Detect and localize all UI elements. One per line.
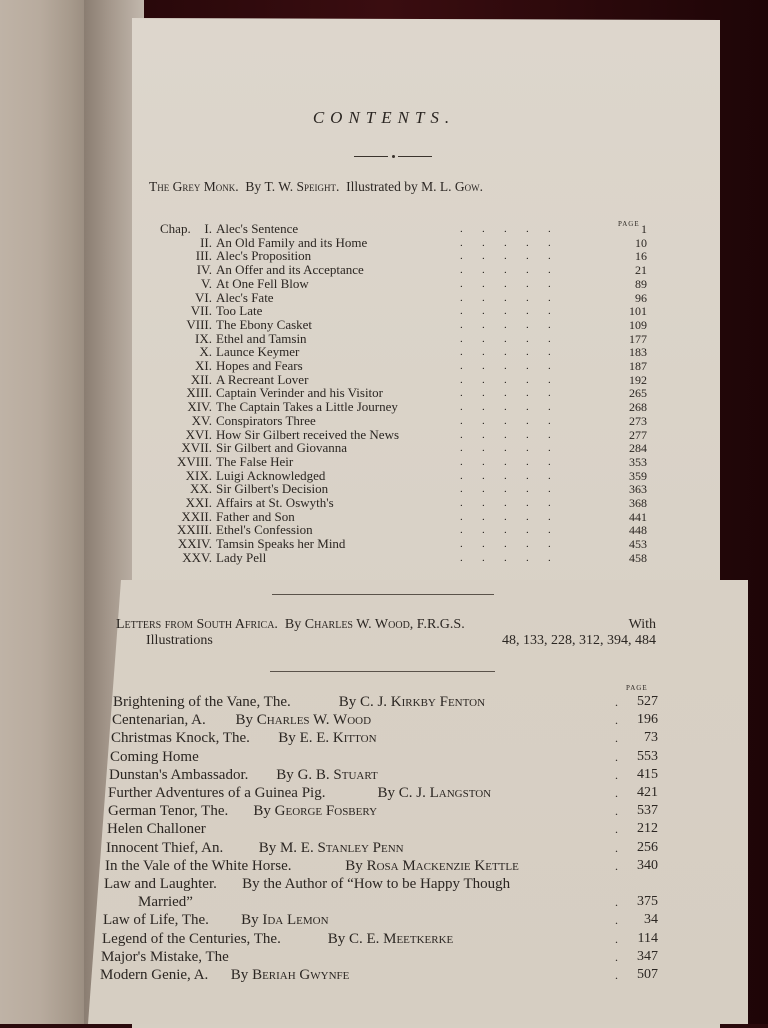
ornament-divider: [354, 154, 434, 160]
dot-leader: . . . . .: [460, 455, 551, 468]
chapter-title: The Captain Takes a Little Journey: [216, 399, 398, 415]
section-rule: [272, 594, 494, 595]
story-row: [111, 730, 658, 746]
chapter-row: [160, 222, 650, 236]
page-title: CONTENTS.: [312, 108, 456, 127]
by-label: By: [253, 803, 275, 820]
dot-leader: . . . . .: [460, 510, 551, 523]
by-label: By: [276, 766, 298, 783]
chapter-page: 96: [635, 290, 647, 305]
section-rule-2: [270, 671, 495, 672]
story-author: E. E. Kitton: [299, 730, 377, 747]
chapter-page: 273: [629, 413, 647, 428]
story-author: Rosa Mackenzie Kettle: [366, 857, 519, 874]
story-page: 527: [637, 694, 658, 709]
story-page: 415: [637, 766, 658, 782]
story-title: Brightening of the Vane, The.: [113, 694, 291, 710]
story-byline: [231, 967, 350, 983]
story-author: C. E. Meetkerke: [348, 930, 454, 947]
story-author: Ida Lemon: [262, 912, 329, 929]
chapter-page: 277: [629, 427, 647, 442]
chapter-title: Lady Pell: [216, 549, 267, 565]
story-byline: [236, 712, 372, 728]
story-page: 347: [637, 948, 658, 964]
by-label: By: [338, 694, 360, 710]
dot-leader: . . . . .: [460, 401, 551, 414]
chapter-number: IV.: [196, 262, 212, 278]
chapter-page: 1: [641, 222, 647, 236]
letters-title: Letters from South Africa.: [116, 617, 278, 632]
letters-author: Charles W. Wood, F.R.G.S.: [304, 617, 465, 632]
story-row: [101, 949, 658, 965]
illustrated-label: Illustrated by: [346, 179, 418, 194]
story-title: Christmas Knock, The.: [111, 730, 250, 747]
story-author: C. J. Kirkby Fenton: [359, 694, 486, 710]
chapter-title: Captain Verinder and his Visitor: [216, 385, 383, 401]
chapter-title: Alec's Proposition: [216, 248, 312, 264]
with-label: With: [628, 617, 656, 632]
dot-leader: .: [615, 786, 618, 800]
chapter-title: Launce Keymer: [216, 344, 300, 360]
chapter-number: XIX.: [185, 467, 212, 483]
story-title: German Tenor, The.: [108, 803, 229, 820]
chap-prefix: Chap.: [160, 221, 191, 236]
dot-leader: . . . . .: [460, 291, 551, 304]
dot-leader: . . . . .: [460, 373, 551, 386]
dot-leader: . . . . .: [460, 223, 551, 235]
story-row: [110, 749, 658, 765]
chapter-page: 177: [629, 331, 647, 346]
chapter-number: I.: [204, 221, 212, 236]
dot-leader: .: [615, 913, 618, 928]
dot-leader: . . . . .: [460, 524, 551, 537]
story-author: Beriah Gwynfe: [252, 967, 350, 983]
story-row: [108, 785, 658, 801]
chapter-title: Hopes and Fears: [216, 358, 303, 373]
dot-leader: . . . . .: [460, 483, 551, 496]
chapter-title: Tamsin Speaks her Mind: [216, 536, 346, 552]
chapter-row: [160, 414, 650, 428]
story-page: 507: [637, 967, 658, 982]
chapter-row: [160, 551, 650, 565]
dot-leader: . . . . .: [460, 469, 551, 482]
chapter-number: XI.: [195, 358, 212, 373]
dot-leader: . . . . .: [460, 360, 551, 372]
story-title: Modern Genie, A.: [100, 967, 209, 983]
story-row: [105, 858, 658, 874]
chapter-title: Sir Gilbert's Decision: [216, 481, 329, 497]
chapter-number: XXIII.: [176, 522, 212, 538]
story-title-continuation: Married”: [138, 894, 193, 911]
chapter-number: XXIV.: [177, 536, 212, 552]
chapter-title: How Sir Gilbert received the News: [216, 426, 400, 442]
chapter-number: II.: [200, 234, 212, 250]
chapter-page: 16: [635, 249, 647, 264]
chapter-number: XII.: [190, 371, 212, 387]
dot-leader: . . . . .: [460, 442, 551, 455]
chapter-number: V.: [201, 275, 212, 291]
story-title: Dunstan's Ambassador.: [109, 766, 249, 783]
story-row: [103, 912, 658, 928]
chapter-number: XIV.: [187, 399, 212, 415]
chapter-number: XV.: [191, 412, 212, 428]
chapter-row: [160, 400, 650, 414]
dot-leader: .: [615, 731, 618, 746]
dot-leader: . . . . .: [460, 277, 551, 290]
chapter-row: [160, 537, 650, 551]
letters-pages: 48, 133, 228, 312, 394, 484: [502, 633, 656, 648]
by-label: By: [284, 617, 302, 632]
chapter-title: Father and Son: [216, 508, 295, 524]
story-author: T. W. Speight.: [264, 179, 340, 194]
story-byline: [241, 912, 328, 928]
chapter-page: 359: [629, 468, 647, 483]
chapter-title: A Recreant Lover: [216, 371, 309, 387]
chapter-number: XX.: [189, 481, 212, 497]
story-byline: [378, 785, 492, 801]
chapter-page: 268: [629, 400, 647, 415]
story-page: 114: [637, 930, 658, 946]
story-title: Further Adventures of a Guinea Pig.: [108, 785, 326, 801]
dot-leader: .: [615, 895, 618, 910]
dot-leader: .: [615, 767, 618, 782]
story-byline: [276, 767, 377, 783]
chapter-row: [160, 496, 650, 510]
chapter-row: [160, 263, 650, 277]
story-page: 196: [637, 712, 658, 728]
story-page: 73: [644, 730, 658, 746]
dot-leader: .: [615, 804, 618, 819]
chapter-page: 183: [629, 345, 647, 360]
letters-entry: [116, 617, 656, 651]
chapter-title: Too Late: [216, 303, 263, 319]
story-row: [100, 967, 658, 983]
by-label: By: [278, 730, 300, 747]
dot-leader: . . . . .: [460, 387, 551, 400]
chapter-title: At One Fell Blow: [216, 275, 309, 291]
chapter-number: X.: [199, 344, 212, 360]
chapter-row: [160, 277, 650, 291]
dot-leader: .: [615, 713, 618, 728]
chapter-number: XIII.: [186, 385, 212, 401]
chapter-page: 192: [629, 372, 647, 387]
chapter-page: 10: [635, 235, 647, 250]
story-row: [109, 767, 658, 783]
by-label: By: [235, 712, 257, 729]
chapter-title: Conspirators Three: [216, 412, 316, 428]
chapter-number: XXII.: [181, 508, 212, 524]
story-row: [102, 931, 658, 947]
story-row: [106, 840, 658, 856]
story-row: [108, 803, 658, 819]
chapter-number: XXI.: [185, 495, 212, 510]
by-label: By the Author of “How to be Happy Though: [242, 876, 511, 892]
story-title: Law and Laughter.: [104, 876, 217, 892]
chapter-page: 89: [635, 276, 647, 291]
by-label: By: [327, 930, 349, 947]
story-page: 537: [637, 803, 658, 819]
chapter-page: 441: [629, 509, 647, 524]
page-column-header: PAGE: [618, 220, 640, 228]
story-title: In the Vale of the White Horse.: [105, 857, 292, 874]
chapter-row: [160, 318, 650, 332]
dot-leader: .: [615, 822, 618, 837]
chapter-title: Luigi Acknowledged: [216, 467, 326, 483]
story-byline: [253, 803, 377, 819]
story-page: 421: [637, 785, 658, 800]
chapter-page: 21: [635, 263, 647, 278]
story-page: 553: [637, 748, 658, 764]
story-author: M. E. Stanley Penn: [279, 839, 404, 856]
dot-leader: . . . . .: [460, 318, 551, 331]
dot-leader: . . . . .: [460, 428, 551, 441]
dot-leader: .: [615, 695, 618, 709]
chapter-title: Sir Gilbert and Giovanna: [216, 440, 348, 456]
story-row-continuation: [104, 894, 658, 910]
chapter-page: 284: [629, 441, 647, 456]
chapter-page: 448: [629, 523, 647, 538]
story-author: Charles W. Wood: [256, 712, 372, 729]
story-byline: [278, 730, 376, 746]
story-row: [107, 821, 658, 837]
story-row: [113, 694, 658, 710]
story-title: Helen Challoner: [107, 821, 206, 838]
story-page: 256: [637, 839, 658, 855]
story-author: G. B. Stuart: [297, 766, 378, 783]
story-author: C. J. Langston: [398, 785, 492, 801]
chapter-row: [160, 455, 650, 469]
story-title: The Grey Monk.: [149, 179, 239, 194]
story-byline: [328, 931, 454, 947]
chapter-number: XVII.: [181, 440, 212, 456]
chapter-number: VII.: [190, 303, 212, 319]
dot-leader: . . . . .: [460, 346, 551, 359]
story-title: Major's Mistake, The: [101, 948, 229, 965]
by-label: By: [230, 967, 253, 983]
dot-leader: .: [615, 749, 618, 764]
chapter-title: Ethel's Confession: [216, 522, 313, 538]
story-page: 212: [637, 821, 658, 837]
dot-leader: . . . . .: [460, 497, 551, 509]
chapter-number: IX.: [195, 330, 212, 346]
chapter-title: Affairs at St. Oswyth's: [216, 495, 334, 510]
story-row: [104, 876, 658, 892]
chapter-page: 187: [629, 359, 647, 373]
story-page: 34: [644, 912, 658, 928]
story-author: George Fosbery: [274, 803, 378, 820]
story-title: Law of Life, The.: [103, 912, 209, 929]
chapter-page: 458: [629, 550, 647, 565]
by-label: By: [345, 857, 367, 874]
dot-leader: .: [615, 968, 618, 982]
illustrations-label: Illustrations: [146, 633, 213, 648]
dot-leader: .: [615, 858, 618, 873]
chapter-title: An Offer and its Acceptance: [216, 262, 364, 278]
chapter-title: The False Heir: [216, 453, 294, 469]
chapter-title: Alec's Sentence: [216, 221, 299, 236]
dot-leader: . . . . .: [460, 332, 551, 345]
story-page: 375: [637, 894, 658, 910]
by-label: By: [377, 785, 399, 801]
chapter-number: XVIII.: [176, 453, 212, 469]
story-byline: [242, 876, 510, 892]
grey-monk-heading: [149, 179, 483, 195]
chapter-page: 109: [629, 317, 647, 332]
dot-leader: . . . . .: [460, 305, 551, 318]
by-label: By: [241, 912, 263, 929]
story-byline: [339, 694, 485, 710]
by-label: By: [258, 839, 280, 856]
dot-leader: . . . . .: [460, 264, 551, 277]
chapter-number: VI.: [195, 289, 212, 305]
dot-leader: . . . . .: [460, 414, 551, 427]
story-title: Legend of the Centuries, The.: [102, 930, 281, 947]
story-page: 340: [637, 857, 658, 873]
dot-leader: . . . . .: [460, 250, 551, 263]
chapter-number: III.: [195, 248, 212, 264]
chapter-page: 453: [629, 537, 647, 552]
dot-leader: . . . . .: [460, 538, 551, 551]
chapter-title: The Ebony Casket: [216, 316, 313, 332]
story-title: Centenarian, A.: [112, 712, 206, 729]
story-title: Innocent Thief, An.: [106, 839, 224, 856]
page-column-header-2: PAGE: [626, 684, 648, 692]
story-byline: [259, 840, 404, 856]
dot-leader: . . . . .: [460, 551, 551, 564]
chapter-page: 353: [629, 454, 647, 469]
chapter-number: XXV.: [182, 549, 212, 565]
dot-leader: .: [615, 840, 618, 855]
dot-leader: .: [615, 931, 618, 946]
chapter-number: XVI.: [185, 426, 212, 442]
story-row: [112, 712, 658, 728]
by-label: By: [245, 179, 262, 194]
dot-leader: .: [615, 949, 618, 964]
chapter-title: Alec's Fate: [216, 289, 274, 305]
chapter-title: Ethel and Tamsin: [216, 330, 307, 346]
dot-leader: . . . . .: [460, 236, 551, 249]
chapter-title: An Old Family and its Home: [216, 234, 368, 250]
chapter-page: 265: [629, 386, 647, 401]
chapter-page: 363: [629, 482, 647, 497]
illustrator: M. L. Gow.: [421, 179, 484, 194]
chapter-page: 368: [629, 496, 647, 510]
chapter-row: [160, 359, 650, 373]
chapter-page: 101: [629, 304, 647, 319]
story-byline: [345, 858, 519, 874]
chapter-number: VIII.: [186, 316, 212, 332]
story-title: Coming Home: [110, 748, 199, 765]
